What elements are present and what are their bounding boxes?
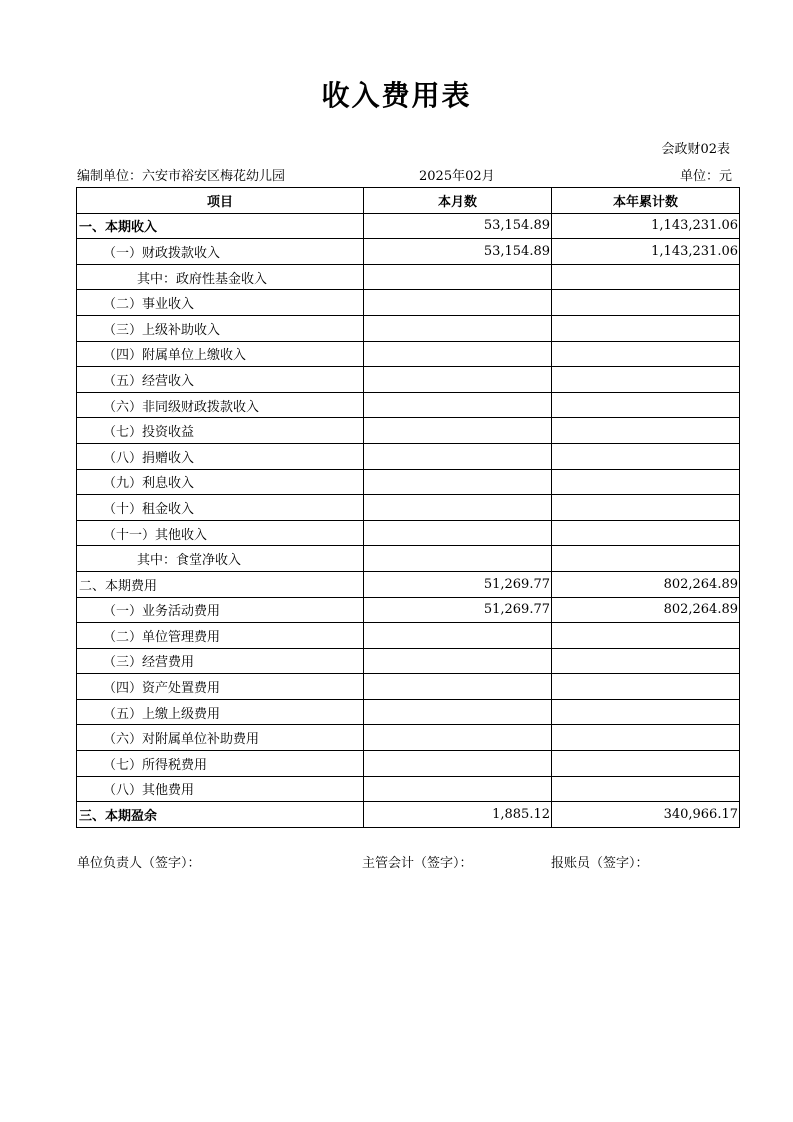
row-year-to-date: 1,143,231.06 — [552, 239, 740, 265]
row-year-to-date — [552, 290, 740, 316]
table-row — [77, 623, 740, 649]
reporting-unit: 编制单位：六安市裕安区梅花幼儿园 — [77, 169, 286, 184]
income-expense-table — [76, 187, 740, 828]
row-year-to-date: 802,264.89 — [552, 571, 740, 597]
table-row — [77, 546, 740, 572]
row-item-label: 二、本期费用 — [77, 571, 364, 597]
table-row — [77, 725, 740, 751]
row-item-label: （六）对附属单位补助费用 — [77, 725, 364, 751]
row-current-month — [364, 751, 552, 777]
chief-accountant-signature: 主管会计（签字）： — [362, 856, 473, 871]
row-current-month — [364, 699, 552, 725]
row-year-to-date — [552, 469, 740, 495]
row-item-label: 其中：政府性基金收入 — [77, 264, 364, 290]
row-year-to-date: 1,143,231.06 — [552, 213, 740, 239]
row-item-label: （七）投资收益 — [77, 418, 364, 444]
row-item-label: （六）非同级财政拨款收入 — [77, 392, 364, 418]
row-current-month — [364, 776, 552, 802]
table-row — [77, 495, 740, 521]
row-current-month — [364, 648, 552, 674]
form-code: 会政财02表 — [661, 142, 730, 157]
row-current-month — [364, 367, 552, 393]
row-year-to-date — [552, 648, 740, 674]
row-year-to-date — [552, 623, 740, 649]
row-year-to-date — [552, 315, 740, 341]
row-current-month: 51,269.77 — [364, 597, 552, 623]
row-current-month: 1,885.12 — [364, 802, 552, 828]
row-year-to-date — [552, 392, 740, 418]
row-item-label: （十）租金收入 — [77, 495, 364, 521]
currency-unit: 单位：元 — [679, 169, 732, 184]
row-current-month — [364, 546, 552, 572]
row-year-to-date — [552, 418, 740, 444]
table-row — [77, 571, 740, 597]
row-year-to-date — [552, 520, 740, 546]
row-current-month: 53,154.89 — [364, 213, 552, 239]
table-row — [77, 802, 740, 828]
row-item-label: （四）附属单位上缴收入 — [77, 341, 364, 367]
row-year-to-date — [552, 495, 740, 521]
table-row — [77, 290, 740, 316]
table-row — [77, 648, 740, 674]
table-row — [77, 751, 740, 777]
table-row — [77, 418, 740, 444]
table-row — [77, 443, 740, 469]
row-year-to-date — [552, 725, 740, 751]
row-year-to-date — [552, 341, 740, 367]
table-row — [77, 367, 740, 393]
row-current-month — [364, 264, 552, 290]
signature-line — [77, 852, 737, 870]
row-item-label: （二）事业收入 — [77, 290, 364, 316]
table-header-row — [77, 188, 740, 214]
table-row — [77, 213, 740, 239]
row-item-label: （五）上缴上级费用 — [77, 699, 364, 725]
row-current-month — [364, 443, 552, 469]
row-year-to-date — [552, 674, 740, 700]
header-year-to-date: 本年累计数 — [552, 188, 740, 214]
row-year-to-date — [552, 751, 740, 777]
row-current-month: 53,154.89 — [364, 239, 552, 265]
row-item-label: （三）经营费用 — [77, 648, 364, 674]
row-year-to-date — [552, 443, 740, 469]
table-row — [77, 264, 740, 290]
row-current-month — [364, 315, 552, 341]
table-row — [77, 315, 740, 341]
row-item-label: 三、本期盈余 — [77, 802, 364, 828]
bookkeeper-signature: 报账员（签字）： — [551, 856, 649, 871]
row-item-label: （八）捐赠收入 — [77, 443, 364, 469]
table-row — [77, 392, 740, 418]
row-current-month — [364, 674, 552, 700]
row-item-label: 其中：食堂净收入 — [77, 546, 364, 572]
row-item-label: （十一）其他收入 — [77, 520, 364, 546]
table-row — [77, 239, 740, 265]
row-year-to-date — [552, 546, 740, 572]
row-current-month — [364, 418, 552, 444]
row-year-to-date — [552, 776, 740, 802]
row-year-to-date — [552, 264, 740, 290]
row-year-to-date: 340,966.17 — [552, 802, 740, 828]
report-title: 收入费用表 — [321, 79, 472, 112]
row-item-label: （七）所得税费用 — [77, 751, 364, 777]
row-current-month: 51,269.77 — [364, 571, 552, 597]
table-row — [77, 699, 740, 725]
row-year-to-date — [552, 699, 740, 725]
row-item-label: 一、本期收入 — [77, 213, 364, 239]
header-item: 项目 — [77, 188, 364, 214]
row-year-to-date — [552, 367, 740, 393]
row-current-month — [364, 290, 552, 316]
table-body — [77, 213, 740, 827]
report-period: 2025年02月 — [419, 169, 495, 184]
header-current-month: 本月数 — [364, 188, 552, 214]
row-item-label: （九）利息收入 — [77, 469, 364, 495]
table-row — [77, 776, 740, 802]
unit-head-signature: 单位负责人（签字）： — [77, 856, 201, 871]
row-item-label: （一）财政拨款收入 — [77, 239, 364, 265]
row-current-month — [364, 392, 552, 418]
row-current-month — [364, 623, 552, 649]
row-item-label: （八）其他费用 — [77, 776, 364, 802]
report-meta — [77, 165, 732, 183]
row-year-to-date: 802,264.89 — [552, 597, 740, 623]
row-item-label: （二）单位管理费用 — [77, 623, 364, 649]
table-row — [77, 597, 740, 623]
row-item-label: （五）经营收入 — [77, 367, 364, 393]
row-item-label: （一）业务活动费用 — [77, 597, 364, 623]
row-item-label: （四）资产处置费用 — [77, 674, 364, 700]
row-current-month — [364, 520, 552, 546]
table-row — [77, 520, 740, 546]
row-current-month — [364, 341, 552, 367]
row-current-month — [364, 725, 552, 751]
table-row — [77, 674, 740, 700]
row-current-month — [364, 495, 552, 521]
table-row — [77, 469, 740, 495]
row-item-label: （三）上级补助收入 — [77, 315, 364, 341]
table-row — [77, 341, 740, 367]
row-current-month — [364, 469, 552, 495]
